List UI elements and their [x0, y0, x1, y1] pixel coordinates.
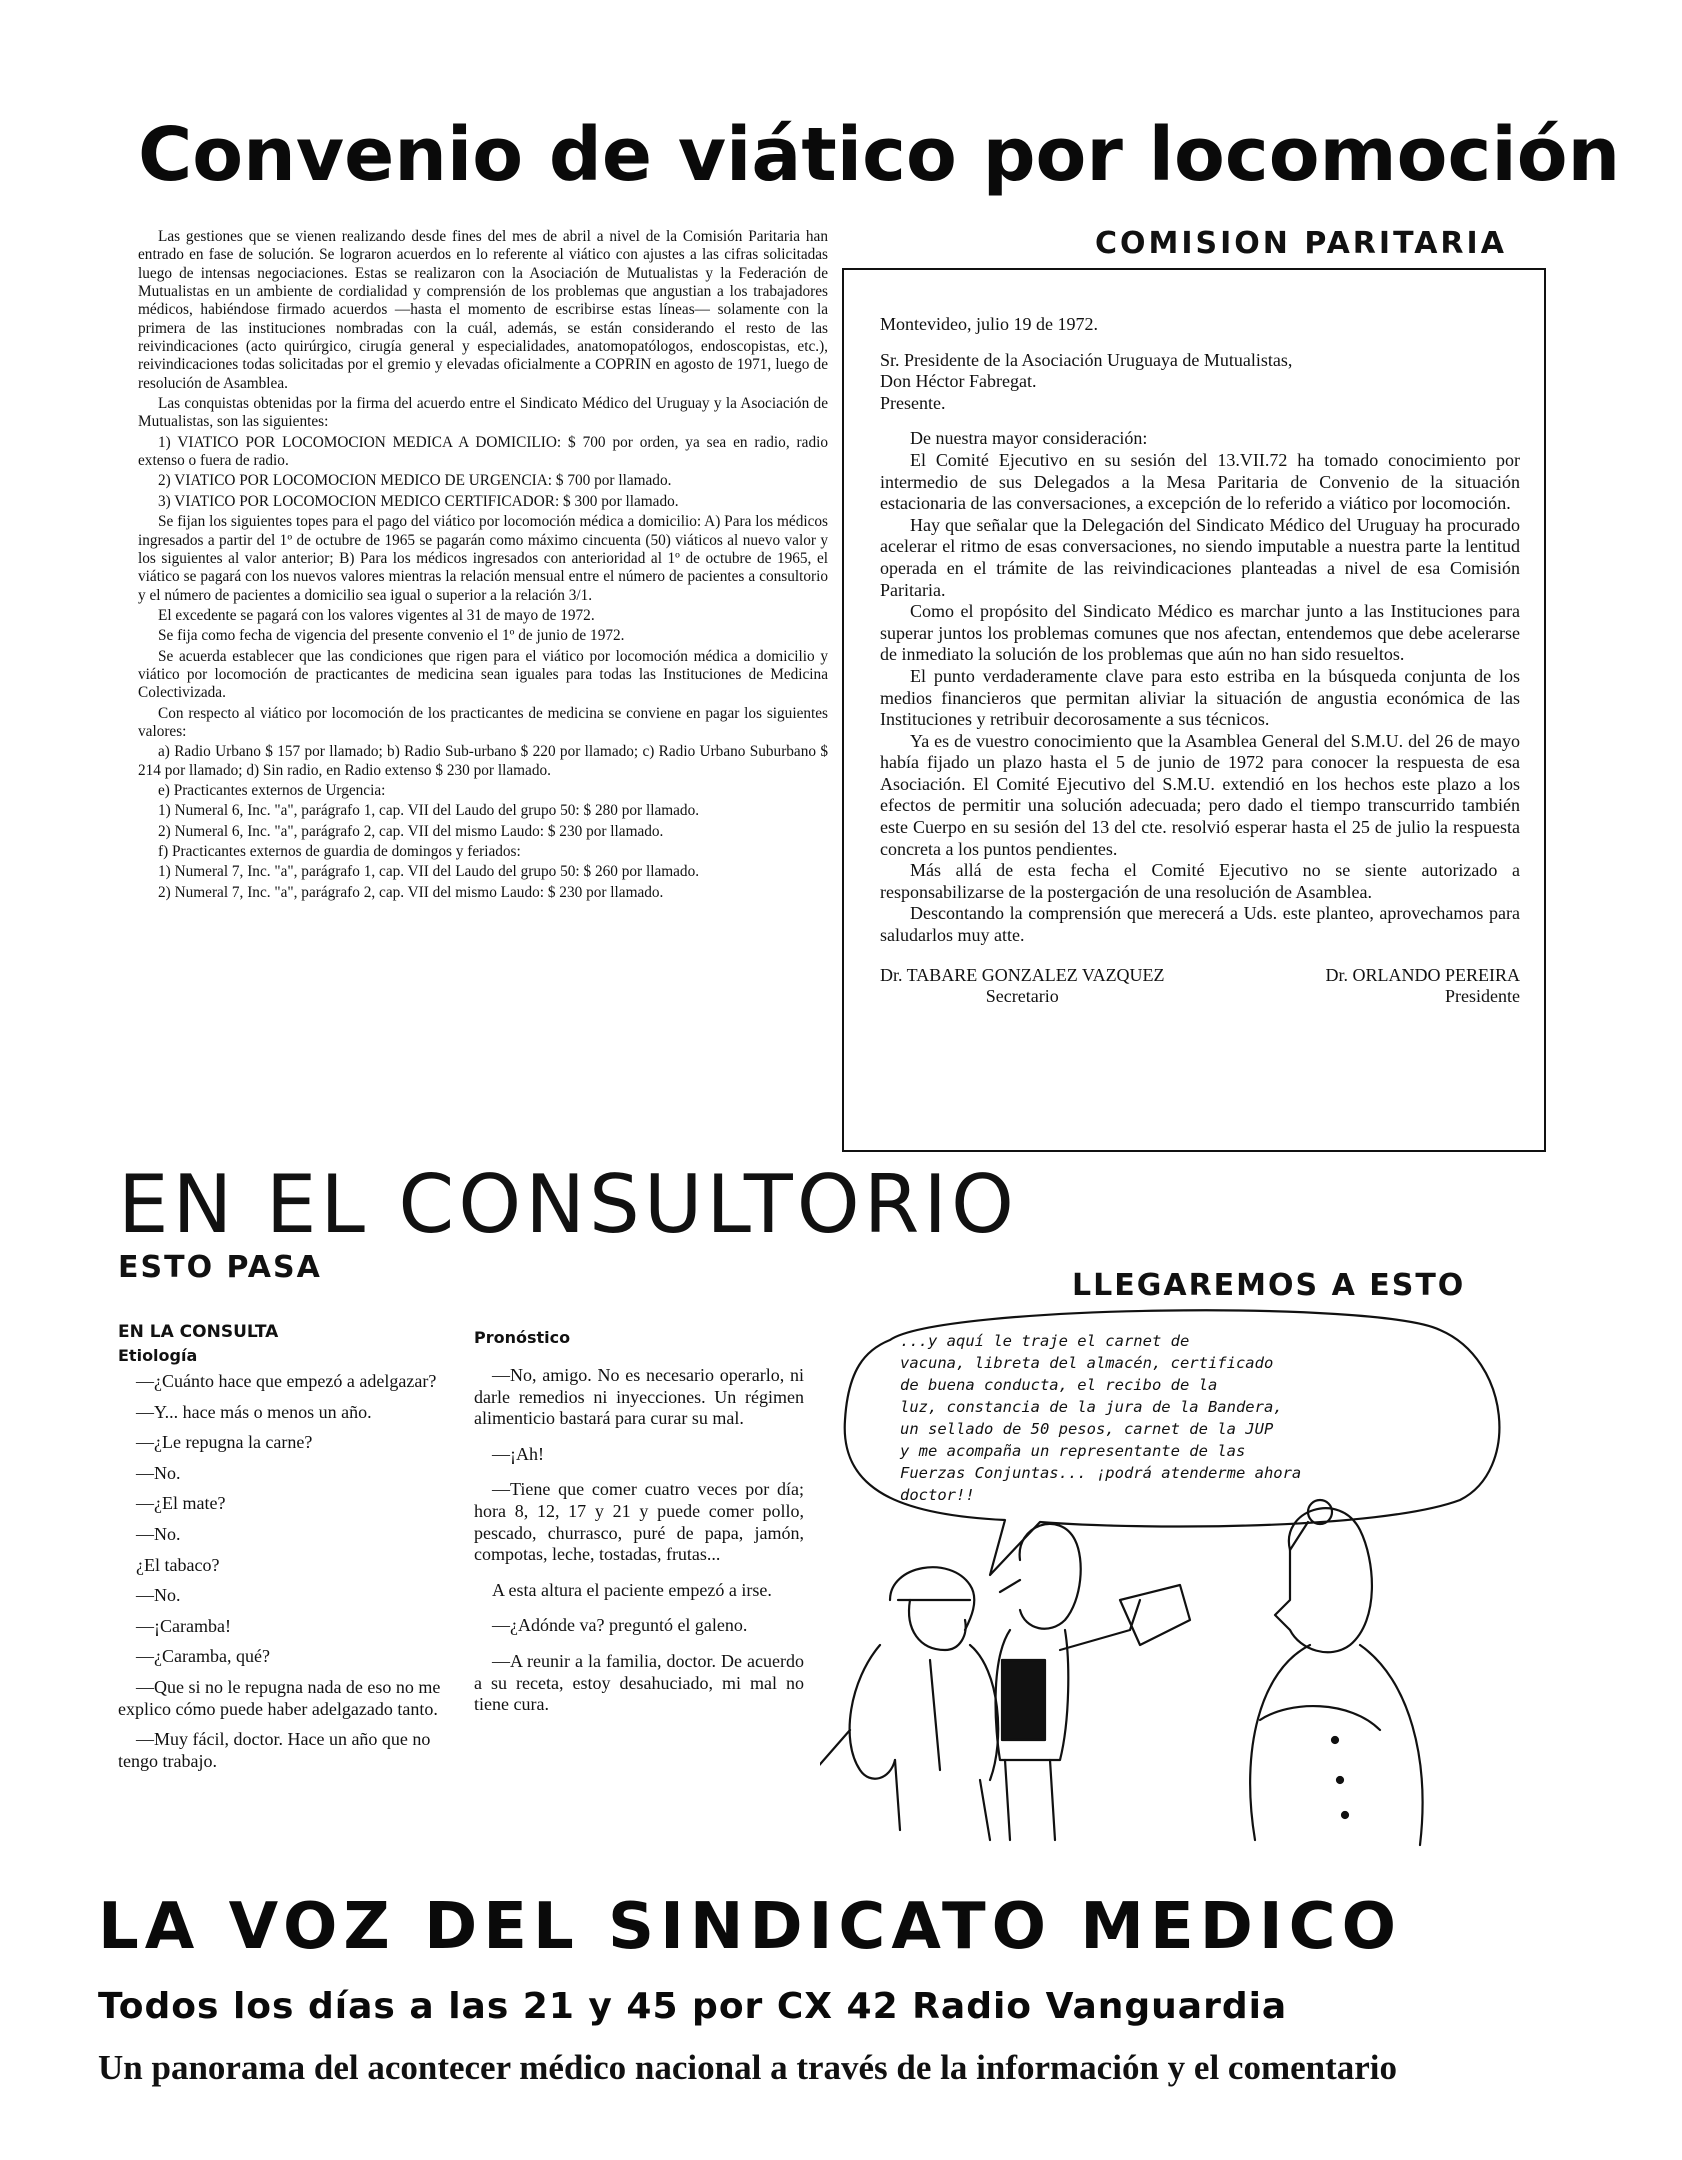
article-paragraph: 2) VIATICO POR LOCOMOCION MEDICO DE URGENCIA: $ 700 por llamado. [158, 472, 672, 490]
article-paragraph: 2) Numeral 6, Inc. "a", parágrafo 2, cap. VII del mismo Laudo: $ 230 por llamado. [158, 822, 664, 840]
article-paragraph: Las conquistas obtenidas por la firma del acuerdo entre el Sindicato Médico del Uruguay y la Asociación de Mutualistas, son las siguientes: [138, 395, 828, 431]
dialogue-line: —No. [136, 1523, 181, 1544]
soldier-figure [820, 1567, 998, 1840]
article-paragraph: Se fijan los siguientes topes para el pago del viático por locomoción médica a domicilio: A) Para los médicos ingresados a partir del 1º de octubre de 1965 se pagarán como máximo cincuenta (50) viáticos al nuevo valor y los siguientes al valor anterior; B) Para los médicos ingresados con anterioridad al 1º de octubre de 1965, el viático se pagará con los nuevos valores mientras la relación mensual entre el número de pacientes a consultorio y el número de pacientes a domicilio sea igual o superior a la relación 3/1. [138, 513, 828, 604]
article-paragraph: Se acuerda establecer que las condiciones que rigen para el viático por locomoción médica a domicilio y viático por locomoción de practicantes de medicina sean iguales para todas las Instituciones de Medicina Colectivizada. [138, 647, 828, 702]
patient-figure [996, 1524, 1190, 1840]
consulta-column [118, 1322, 448, 1781]
dialogue-line: —Y... hace más o menos un año. [136, 1401, 372, 1422]
dialogue-line: —No, amigo. No es necesario operarlo, ni darle remedios ni inyecciones. Un régimen alimenticio bastará para curar su mal. [474, 1365, 804, 1429]
letter-greeting: De nuestra mayor consideración: [910, 428, 1148, 449]
signature-secretario [880, 965, 1165, 1008]
consulta-dialogue [118, 1371, 448, 1772]
llegaremos-subhead: LLEGAREMOS A ESTO [1072, 1268, 1466, 1303]
article-paragraph: e) Practicantes externos de Urgencia: [158, 781, 386, 799]
article-paragraph: El excedente se pagará con los valores vigentes al 31 de mayo de 1972. [158, 606, 595, 624]
letter-paragraph: El Comité Ejecutivo en su sesión del 13.VII.72 ha tomado conocimiento por intermedio de sus Delegados a la Mesa Paritaria de Convenio de la situación estacionaria de las conversaciones, a excepción de lo referido a viático por locomoción. [880, 449, 1520, 514]
bubble-line: de buena conducta, el recibo de la [900, 1376, 1218, 1394]
bubble-line: ...y aquí le traje el carnet de [900, 1332, 1190, 1350]
bubble-line: un sellado de 50 pesos, carnet de la JUP [900, 1420, 1274, 1438]
bubble-line: Fuerzas Conjuntas... ¡podrá atenderme ahora [900, 1464, 1302, 1482]
letter-paragraph: El punto verdaderamente clave para esto estriba en la búsqueda conjunta de los medios financieros que permitan aliviar la situación de angustia económica de las Instituciones y retribuir decorosamente a sus técnicos. [880, 665, 1520, 730]
letter-paragraph: Hay que señalar que la Delegación del Sindicato Médico del Uruguay ha procurado acelerar el ritmo de esas conversaciones, no siendo imputable a nuestra parte la lentitud operada en el trámite de las reivindicaciones planteadas a nivel de esa Comisión Paritaria. [880, 514, 1520, 600]
article-paragraph: 3) VIATICO POR LOCOMOCION MEDICO CERTIFICADOR: $ 300 por llamado. [158, 492, 679, 510]
dialogue-line: —No. [136, 1585, 181, 1606]
article-paragraph: Con respecto al viático por locomoción de los practicantes de medicina se conviene en pagar los siguientes valores: [138, 704, 828, 740]
dialogue-line: A esta altura el paciente empezó a irse. [492, 1579, 772, 1600]
sig-right-name: Dr. ORLANDO PEREIRA [1325, 964, 1520, 985]
pronostico-column [474, 1328, 804, 1730]
consulta-heading: EN LA CONSULTA [118, 1322, 279, 1342]
dialogue-line: —¿Le repugna la carne? [136, 1432, 313, 1453]
addressee-line: Presente. [880, 392, 946, 413]
letter-paragraph: Descontando la comprensión que merecerá a Uds. este planteo, aprovechamos para saludarlos muy atte. [880, 903, 1520, 946]
article-paragraph: 1) Numeral 7, Inc. "a", parágrafo 1, cap. VII del Laudo del grupo 50: $ 260 por llamado. [158, 863, 700, 881]
article-paragraph: Las gestiones que se vienen realizando desde fines del mes de abril a nivel de la Comisión Paritaria han entrado en fase de solución. Se lograron acuerdos en lo referente al viático con ajustes a las cifras solicitadas luego de intensas negociaciones. Estas se realizaron con la Asociación de Mutualistas y la Federación de Mutualistas en un ambiente de cordialidad y comprensión de los problemas que angustian a los trabajadores médicos, habiéndose firmado acuerdos —hasta el momento de escribirse estas líneas— solamente con la primera de las instituciones nombradas con la cuál, además, se están considerando el resto de las reivindicaciones (acto quirúrgico, cirugía general y especialidades, anatomopatólogos, endoscopistas, etc.), reivindicaciones todas solicitadas por el gremio y elevadas oficialmente a COPRIN en agosto de 1971, luego de resolución de Asamblea. [138, 228, 828, 392]
dialogue-line: —¿Adónde va? preguntó el galeno. [492, 1615, 748, 1636]
dialogue-line: —¿El mate? [136, 1493, 226, 1514]
dialogue-line: —No. [136, 1462, 181, 1483]
dialogue-line: —¿Caramba, qué? [136, 1646, 270, 1667]
bubble-line: doctor!! [900, 1486, 975, 1504]
article-paragraph: f) Practicantes externos de guardia de domingos y feriados: [158, 843, 521, 860]
speech-bubble-text [900, 1330, 1460, 1506]
article-paragraph: 1) Numeral 6, Inc. "a", parágrafo 1, cap. VII del Laudo del grupo 50: $ 280 por llamado. [158, 802, 700, 820]
footer-radio-line: Todos los días a las 21 y 45 por CX 42 Radio Vanguardia [98, 1986, 1288, 2027]
letter-paragraph: Como el propósito del Sindicato Médico es marchar junto a las Instituciones para superar juntos los problemas comunes que nos afectan, entendemos que debe acelerarse de inmediato la solución de los problemas que aún no han sido resueltos. [880, 601, 1520, 665]
article-paragraph: 1) VIATICO POR LOCOMOCION MEDICA A DOMICILIO: $ 700 por orden, ya sea en radio, radio extenso o fuera de radio. [138, 433, 828, 470]
dialogue-line: —¿Cuánto hace que empezó a adelgazar? [136, 1371, 437, 1391]
addressee-line: Don Héctor Fabregat. [880, 371, 1037, 392]
letter-paragraphs [880, 450, 1520, 947]
letter-paragraph: Ya es de vuestro conocimiento que la Asamblea General del S.M.U. del 26 de mayo había fijado un plazo hasta el 5 de junio de 1972 para conocer la respuesta de esa Asociación. El Comité Ejecutivo del S.M.U. extendió en los hechos este plazo a los efectos de permitir una solución adecuada; pero dado el tiempo transcurrido también este Cuerpo en su sesión del 13 del cte. resolvió esperar hasta el 25 de julio la respuesta concreta a los puntos pendientes. [880, 730, 1520, 859]
letter-addressee [880, 350, 1520, 415]
signature-presidente [1325, 965, 1520, 1008]
letter-signatures [880, 965, 1520, 1008]
dialogue-line: —¡Caramba! [136, 1615, 231, 1636]
letter-box [842, 268, 1546, 1152]
article-paragraph: a) Radio Urbano $ 157 por llamado; b) Radio Sub-urbano $ 220 por llamado; c) Radio Urbano Suburbano $ 214 por llamado; d) Sin radio, en Radio extenso $ 230 por llamado. [138, 743, 828, 779]
footer-tagline: Un panorama del acontecer médico nacional a través de la información y el comentario [98, 2048, 1398, 2087]
dialogue-line: —Que si no le repugna nada de eso no me explico cómo puede haber adelgazado tanto. [118, 1676, 441, 1719]
doctor-figure [1250, 1500, 1422, 1845]
dialogue-line: —¡Ah! [492, 1443, 544, 1464]
pronostico-dialogue [474, 1365, 804, 1716]
esto-pasa-subhead: ESTO PASA [118, 1250, 322, 1285]
etiologia-subheading: Etiología [118, 1346, 198, 1365]
footer-headline: LA VOZ DEL SINDICATO MEDICO [98, 1890, 1402, 1964]
sig-right-role: Presidente [1445, 986, 1520, 1007]
bubble-line: luz, constancia de la jura de la Bandera, [900, 1398, 1283, 1416]
main-headline: Convenio de viático por locomoción [138, 112, 1621, 198]
bubble-line: y me acompaña un representante de las [900, 1442, 1246, 1460]
article-paragraph: Se fija como fecha de vigencia del presente convenio el 1º de junio de 1972. [158, 627, 625, 645]
pronostico-heading: Pronóstico [474, 1328, 571, 1347]
letter-content [880, 314, 1520, 1008]
dialogue-line: —A reunir a la familia, doctor. De acuerdo a su receta, estoy desahuciado, mi mal no tiene cura. [474, 1650, 804, 1715]
comision-paritaria-heading: COMISION PARITARIA [1095, 226, 1507, 261]
letter-date: Montevideo, julio 19 de 1972. [880, 314, 1098, 334]
article-paragraph: 2) Numeral 7, Inc. "a", parágrafo 2, cap. VII del mismo Laudo: $ 230 por llamado. [158, 883, 664, 901]
consultorio-headline: EN EL CONSULTORIO [118, 1158, 1018, 1251]
letter-paragraph: Más allá de esta fecha el Comité Ejecutivo no se siente autorizado a responsabilizarse de la postergación de una resolución de Asamblea. [880, 860, 1520, 902]
dialogue-line: —Muy fácil, doctor. Hace un año que no tengo trabajo. [118, 1729, 431, 1771]
viatico-article-body [138, 228, 828, 904]
dialogue-line: —Tiene que comer cuatro veces por día; hora 8, 12, 17 y 21 y puede comer pollo, pescado, churrasco, puré de papa, jamón, compotas, leche, tostadas, frutas... [474, 1479, 804, 1565]
bubble-line: vacuna, libreta del almacén, certificado [900, 1354, 1274, 1372]
sig-left-name: Dr. TABARE GONZALEZ VAZQUEZ [880, 964, 1165, 985]
dialogue-line: ¿El tabaco? [136, 1554, 220, 1575]
sig-left-role: Secretario [985, 986, 1059, 1007]
addressee-line: Sr. Presidente de la Asociación Uruguaya de Mutualistas, [880, 349, 1293, 370]
